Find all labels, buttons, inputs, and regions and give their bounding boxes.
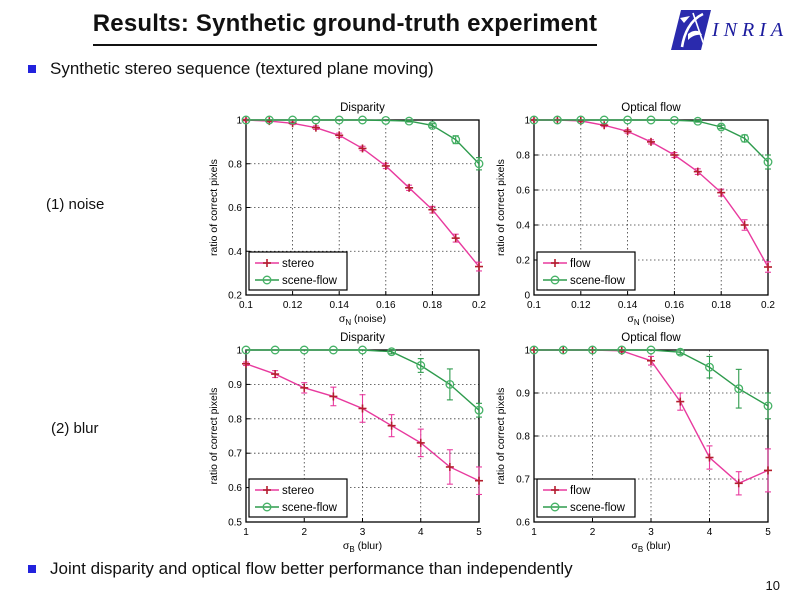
svg-text:0: 0 bbox=[524, 290, 530, 302]
svg-text:2: 2 bbox=[589, 527, 596, 538]
svg-text:0.14: 0.14 bbox=[329, 300, 349, 311]
svg-text:0.18: 0.18 bbox=[422, 300, 443, 311]
svg-text:0.9: 0.9 bbox=[516, 388, 530, 400]
page-number: 10 bbox=[765, 578, 780, 593]
svg-text:0.12: 0.12 bbox=[282, 300, 303, 311]
svg-text:σB (blur): $\sigma_B$ (blur) bbox=[342, 540, 383, 554]
svg-text:3: 3 bbox=[648, 527, 654, 538]
svg-text:σB (blur): $\sigma_B$ (blur) bbox=[631, 540, 671, 554]
svg-text:scene-flow: scene-flow bbox=[570, 275, 625, 287]
svg-text:flow: flow bbox=[570, 485, 591, 497]
svg-text:5: 5 bbox=[476, 527, 482, 538]
svg-text:0.9: 0.9 bbox=[228, 379, 242, 391]
inria-logo-text: INRIA bbox=[712, 18, 789, 41]
svg-text:Disparity: Disparity bbox=[340, 332, 385, 344]
svg-text:ratio of correct pixels: ratio of correct pixels bbox=[208, 159, 220, 256]
svg-text:4: 4 bbox=[706, 527, 713, 538]
bullet-text: Synthetic stereo sequence (textured plane moving) bbox=[50, 59, 434, 78]
svg-text:Optical flow: Optical flow bbox=[621, 102, 681, 114]
svg-text:1: 1 bbox=[531, 527, 537, 538]
svg-text:0.6: 0.6 bbox=[228, 483, 242, 495]
row-label-noise: (1) noise bbox=[46, 196, 105, 213]
svg-text:3: 3 bbox=[359, 527, 366, 538]
bullet-square-icon bbox=[28, 65, 36, 73]
svg-text:0.7: 0.7 bbox=[228, 448, 242, 460]
svg-text:0.4: 0.4 bbox=[516, 220, 530, 232]
svg-text:Optical flow: Optical flow bbox=[621, 332, 681, 344]
svg-text:flow: flow bbox=[570, 258, 591, 270]
svg-text:0.16: 0.16 bbox=[376, 300, 396, 311]
svg-text:4: 4 bbox=[417, 527, 424, 538]
svg-text:2: 2 bbox=[301, 527, 308, 538]
svg-text:0.2: 0.2 bbox=[761, 300, 775, 311]
svg-text:0.14: 0.14 bbox=[617, 300, 638, 311]
svg-text:σN (noise): $\sigma_N$ (noise) bbox=[338, 313, 387, 327]
bullet-square-icon bbox=[28, 565, 36, 573]
chart-blur-disparity bbox=[205, 330, 505, 575]
svg-text:0.8: 0.8 bbox=[516, 150, 530, 162]
svg-text:stereo: stereo bbox=[282, 258, 314, 270]
svg-text:ratio of correct pixels: ratio of correct pixels bbox=[208, 387, 220, 485]
chart-blur-optical-flow bbox=[492, 330, 800, 575]
svg-text:1: 1 bbox=[236, 115, 242, 127]
svg-text:0.18: 0.18 bbox=[711, 300, 731, 311]
inria-logo bbox=[676, 10, 788, 50]
bullet-synthetic-sequence bbox=[28, 59, 434, 79]
svg-text:0.5: 0.5 bbox=[228, 517, 242, 529]
title-wrap bbox=[30, 10, 660, 46]
bullet-conclusion bbox=[28, 559, 573, 579]
svg-text:0.8: 0.8 bbox=[228, 159, 242, 171]
svg-text:σN (noise): $\sigma_N$ (noise) bbox=[627, 313, 675, 327]
svg-text:0.7: 0.7 bbox=[516, 474, 530, 486]
inria-logo-icon bbox=[671, 10, 711, 50]
svg-text:Disparity: Disparity bbox=[340, 102, 385, 114]
svg-text:1: 1 bbox=[524, 345, 530, 357]
svg-text:1: 1 bbox=[524, 115, 530, 127]
svg-text:ratio of correct pixels: ratio of correct pixels bbox=[495, 387, 507, 485]
svg-text:0.1: 0.1 bbox=[239, 300, 253, 311]
svg-text:ratio of correct pixels: ratio of correct pixels bbox=[495, 159, 507, 256]
svg-text:0.8: 0.8 bbox=[516, 431, 530, 443]
svg-text:0.16: 0.16 bbox=[664, 300, 685, 311]
svg-text:stereo: stereo bbox=[282, 485, 314, 497]
svg-text:scene-flow: scene-flow bbox=[282, 502, 337, 514]
chart-noise-disparity bbox=[205, 93, 505, 330]
bullet-text: Joint disparity and optical flow better performance than independently bbox=[50, 559, 573, 578]
svg-text:0.2: 0.2 bbox=[228, 290, 242, 302]
svg-text:scene-flow: scene-flow bbox=[282, 275, 337, 287]
chart-noise-optical-flow bbox=[492, 93, 800, 330]
page-title: Results: Synthetic ground-truth experiment bbox=[93, 10, 597, 46]
row-label-blur: (2) blur bbox=[51, 420, 99, 437]
svg-text:0.6: 0.6 bbox=[516, 185, 530, 197]
svg-text:0.2: 0.2 bbox=[472, 300, 486, 311]
svg-text:0.6: 0.6 bbox=[516, 517, 530, 529]
svg-text:1: 1 bbox=[236, 345, 242, 357]
svg-text:0.2: 0.2 bbox=[516, 255, 530, 267]
svg-text:0.4: 0.4 bbox=[228, 246, 242, 258]
svg-text:0.12: 0.12 bbox=[571, 300, 591, 311]
svg-text:0.1: 0.1 bbox=[527, 300, 541, 311]
svg-text:0.8: 0.8 bbox=[228, 414, 242, 426]
svg-text:5: 5 bbox=[765, 527, 771, 538]
svg-text:scene-flow: scene-flow bbox=[570, 502, 625, 514]
svg-text:1: 1 bbox=[243, 527, 249, 538]
svg-text:0.6: 0.6 bbox=[228, 203, 242, 214]
